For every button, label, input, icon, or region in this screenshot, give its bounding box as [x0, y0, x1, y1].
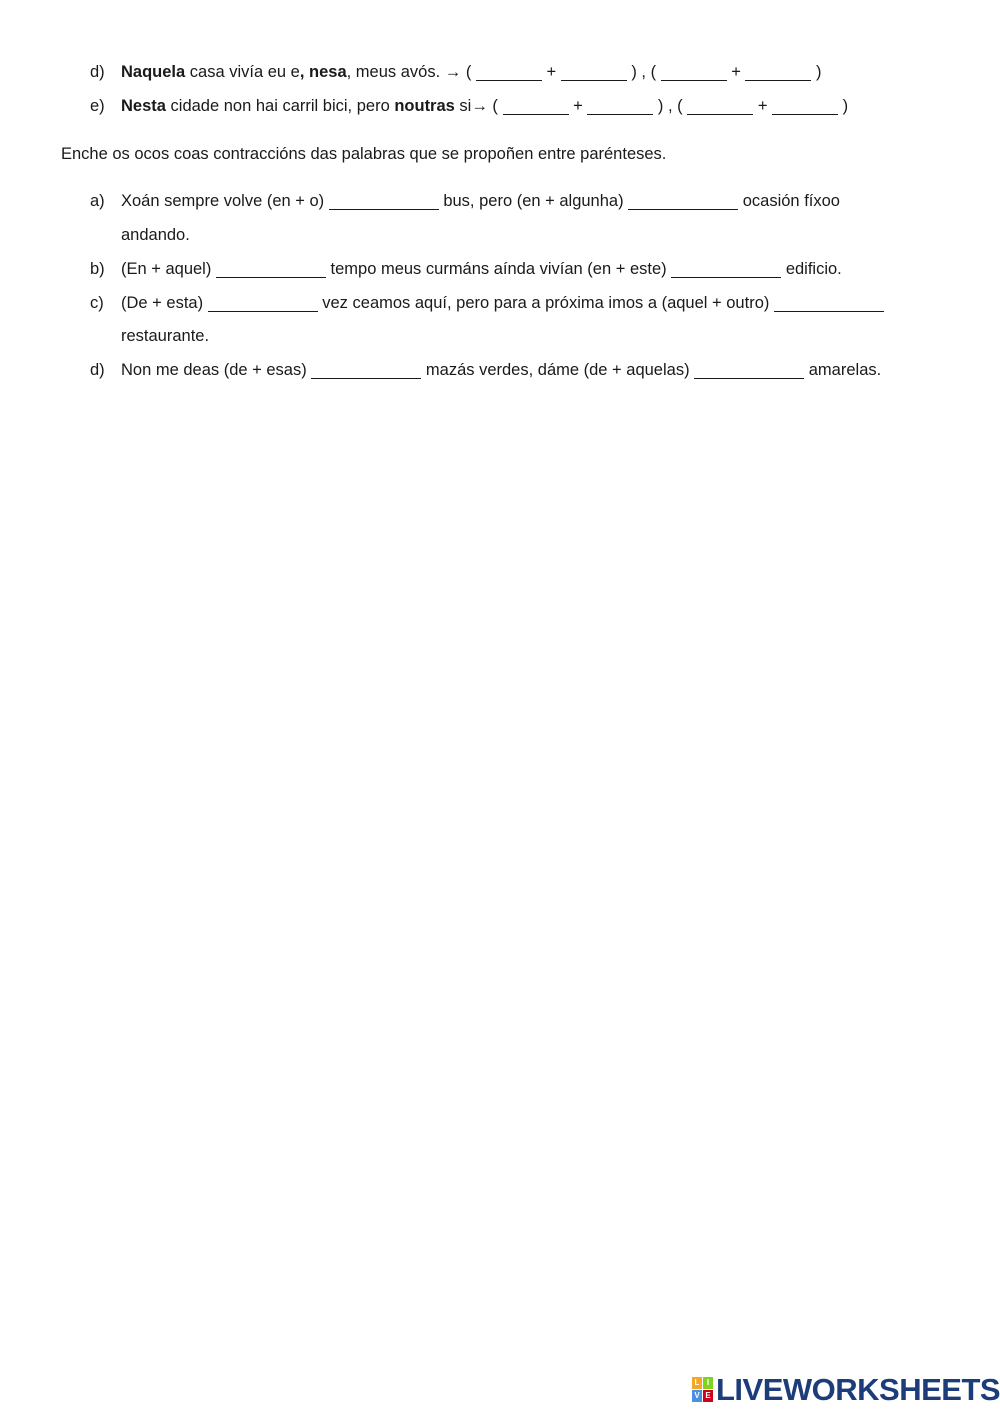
- text-fragment: mazás verdes, dáme (de + aquelas): [421, 361, 695, 379]
- item-label: a): [90, 192, 105, 210]
- answer-blank[interactable]: [587, 99, 653, 115]
- item-text: andando.: [121, 226, 190, 244]
- answer-blank[interactable]: [671, 262, 781, 278]
- logo-letter: V: [692, 1390, 702, 1402]
- arrow-icon: →: [471, 97, 488, 115]
- text-fragment: (De + esta): [121, 294, 208, 312]
- answer-blank[interactable]: [476, 65, 542, 81]
- logo-icon: [692, 1377, 714, 1403]
- text-fragment: tempo meus curmáns aínda vivían (en + este): [325, 260, 672, 278]
- answer-blank[interactable]: [694, 363, 804, 379]
- item-text: [121, 190, 840, 212]
- item-text: [121, 95, 848, 117]
- item-text: [121, 258, 842, 280]
- item-label: e): [90, 97, 105, 115]
- instruction-text: Enche os ocos coas contraccións das palabras que se propoñen entre parénteses.: [61, 145, 667, 163]
- text-fragment: (: [461, 63, 476, 81]
- item-text: [121, 61, 822, 83]
- answer-blank[interactable]: [329, 194, 439, 210]
- bold-word: Naquela: [121, 63, 186, 81]
- logo-letter: E: [703, 1390, 713, 1402]
- item-label: d): [90, 63, 105, 81]
- item-text: [121, 292, 884, 314]
- text-fragment: edificio.: [781, 260, 842, 278]
- text-fragment: +: [568, 97, 588, 115]
- bold-word: , nesa: [299, 63, 347, 81]
- answer-blank[interactable]: [561, 65, 627, 81]
- answer-blank[interactable]: [661, 65, 727, 81]
- text-fragment: (En + aquel): [121, 260, 216, 278]
- item-label: d): [90, 361, 105, 379]
- text-fragment: , meus avós.: [346, 63, 445, 81]
- text-fragment: Non me deas (de + esas): [121, 361, 312, 379]
- text-fragment: ) , (: [653, 97, 688, 115]
- answer-blank[interactable]: [774, 296, 884, 312]
- text-fragment: bus, pero (en + algunha): [438, 192, 629, 210]
- text-fragment: cidade non hai carril bici, pero: [165, 97, 395, 115]
- bold-word: Nesta: [121, 97, 166, 115]
- item-label: c): [90, 294, 104, 312]
- text-fragment: amarelas.: [804, 361, 882, 379]
- arrow-icon: →: [444, 63, 462, 81]
- logo-letter: I: [703, 1377, 713, 1389]
- text-fragment: +: [726, 63, 746, 81]
- item-text: restaurante.: [121, 327, 210, 345]
- logo-letter: L: [692, 1377, 702, 1389]
- answer-blank[interactable]: [216, 262, 326, 278]
- text-fragment: ) , (: [626, 63, 661, 81]
- answer-blank[interactable]: [772, 99, 838, 115]
- text-fragment: ): [811, 63, 822, 81]
- logo-text: LIVEWORKSHEETS: [716, 1372, 1000, 1407]
- text-fragment: (: [487, 97, 503, 115]
- answer-blank[interactable]: [687, 99, 753, 115]
- text-fragment: +: [753, 97, 773, 115]
- text-fragment: si: [454, 97, 472, 115]
- answer-blank[interactable]: [745, 65, 811, 81]
- text-fragment: +: [541, 63, 561, 81]
- item-label: b): [90, 260, 105, 278]
- bold-word: noutras: [394, 97, 455, 115]
- text-fragment: casa vivía eu e: [185, 63, 300, 81]
- answer-blank[interactable]: [628, 194, 738, 210]
- text-fragment: vez ceamos aquí, pero para a próxima imos a (aquel + outro): [317, 294, 774, 312]
- text-fragment: ): [838, 97, 849, 115]
- answer-blank[interactable]: [503, 99, 569, 115]
- liveworksheets-logo: [692, 1372, 1000, 1407]
- answer-blank[interactable]: [311, 363, 421, 379]
- text-fragment: Xoán sempre volve (en + o): [121, 192, 329, 210]
- answer-blank[interactable]: [208, 296, 318, 312]
- item-text: [121, 359, 881, 381]
- text-fragment: ocasión fíxoo: [738, 192, 840, 210]
